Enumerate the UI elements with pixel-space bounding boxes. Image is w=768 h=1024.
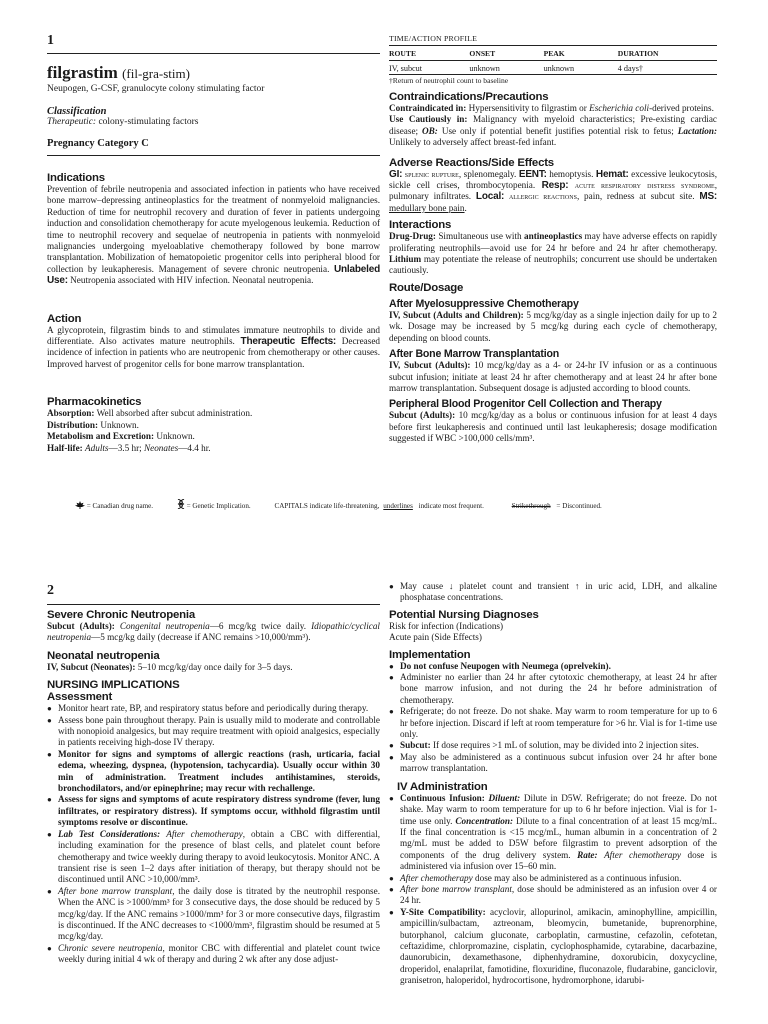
route-dosage-section	[389, 282, 717, 445]
canadian-legend: = Canadian drug name.	[86, 502, 154, 510]
local-critical: allergic reactions	[508, 191, 577, 202]
neonatal-section	[47, 650, 380, 673]
list-item: ● Refrigerate; do not freeze. Do not shake. May warm to room temperature for up to 6 hr before injection. Discard if left at room temperature for >6 hr. Vial is for 1-time use only.	[389, 706, 717, 740]
severe-neutropenia-section	[47, 609, 380, 644]
page1-right-column	[389, 0, 717, 445]
subcut-text: If dose requires >1 mL of solution, may be divided into 2 injection sites.	[432, 740, 699, 751]
lactation-text: Unlikely to adversely affect breast-fed infant.	[389, 137, 557, 148]
diagnosis-item: Risk for infection (Indications)	[389, 620, 504, 631]
distribution-line	[47, 420, 380, 431]
local-label: Local:	[475, 191, 505, 203]
eent-text: hemoptysis.	[549, 168, 594, 179]
y-site-text: acyclovir, allopurinol, amikacin, aminophylline, ampicillin, ampicillin/sulbactam, aztreonam, bleomycin, bumetanide, buprenorphine, butorphanol, calcium gluconate, carboplatin, carmustine, cefazolin, cefotetan, ceftazidime, chlorpromazine, cisplatin, cyclophosphamide, cytarabine, dacarbazine, daunorubicin, dexamethasone, diphenhydramine, doxorubicin, doxycycline, droperidol, enalaprilat, famotidine, floxuridine, fluconazole, fludarabine, ganciclovir, granisetron, haloperidol, hydrocortisone, hydromorphone, idarubi-	[400, 906, 717, 986]
halflife-neonates: Neonates	[143, 442, 179, 453]
list-item	[389, 873, 717, 884]
metabolism-label: Metabolism and Excretion:	[47, 431, 155, 442]
contraindicated-text-b: -derived proteins.	[649, 103, 714, 113]
page2-left-column	[47, 570, 380, 966]
therapeutic-value: colony-stimulating factors	[98, 117, 199, 127]
contraindicated-text	[389, 103, 717, 114]
nursing-implications-heading: NURSING IMPLICATIONS	[47, 679, 180, 692]
table-header-row	[389, 46, 717, 61]
table-cell: 4 days†	[618, 61, 717, 75]
absorption-label: Absorption:	[47, 408, 95, 419]
metabolism-value: Unknown.	[156, 431, 195, 442]
list-item	[389, 740, 717, 751]
condition-label: After bone marrow transplant	[400, 883, 512, 894]
discontinued-legend: = Discontinued.	[556, 502, 602, 510]
implementation-section	[389, 649, 717, 775]
caution-body: Malignancy with myeloid characteristics; Pre-existing cardiac disease;	[389, 114, 718, 136]
distribution-label: Distribution:	[47, 419, 99, 430]
ms-label: MS:	[699, 191, 718, 203]
dosage-label: IV, Subcut (Adults and Children):	[389, 309, 524, 320]
capitals-legend: CAPITALS indicate life-threatening,	[274, 502, 380, 510]
diluent-text: Dilute in D5W. Refrigerate; do not freeze. Do not shake. May warm to room temperature for up to 6 hr before injection. Vial is for 1-time use only.	[400, 792, 718, 826]
page2-right-column	[389, 581, 717, 987]
lab-test-label: Lab Test Considerations:	[58, 828, 161, 839]
pharmacokinetics-section	[47, 396, 380, 454]
neonatal-heading: Neonatal neutropenia	[47, 649, 160, 662]
interactions-text	[389, 231, 717, 277]
list-item	[47, 886, 380, 943]
drug-name: filgrastim	[47, 63, 118, 82]
diagnosis-item: Acute pain (Side Effects)	[389, 632, 482, 643]
condition-text: , dose should be administered as an infusion over 4 or 24 hr.	[400, 883, 717, 906]
column-header: PEAK	[544, 46, 618, 61]
gi-text: , splenomegaly.	[458, 168, 517, 179]
concentration-label: Concentration:	[455, 815, 514, 826]
list-item: ● Assess for signs and symptoms of acute respiratory distress syndrome (fever, lung infiltrates, or respiratory distress). If symptoms occur, withhold filgrastim until symptoms resolve or discontinue.	[47, 794, 380, 828]
indications-section	[47, 172, 380, 287]
caution-label: Use Cautiously in:	[389, 114, 468, 125]
action-heading: Action	[47, 312, 82, 325]
underlines-legend: underlines	[383, 502, 413, 510]
pregnancy-category: Pregnancy Category C	[47, 138, 149, 149]
classification-heading: Classification	[47, 106, 107, 117]
halflife-line	[47, 443, 380, 454]
column-header: ONSET	[469, 46, 543, 61]
dosage-text	[389, 360, 717, 394]
rate-text: dose is administered via infusion over 15–60 min.	[400, 849, 717, 872]
list-item: ● Monitor for signs and symptoms of allergic reactions (rash, urticaria, facial edema, wheezing, dyspnea, (hypotension, tachycardia). Usually occur within 30 min of administration. Treatment includes antihistamines, steroids, bronchodilators, and/or epinephrine; may recur with rechallenge.	[47, 749, 380, 795]
contraindications-section	[389, 91, 717, 149]
time-action-table	[389, 45, 717, 75]
severe-neutropenia-text	[47, 621, 380, 644]
halflife-adults: Adults	[85, 442, 109, 453]
page1-left-column	[47, 0, 380, 454]
resp-label: Resp:	[541, 180, 569, 192]
absorption-value: Well absorbed after subcut administration.	[96, 408, 253, 419]
action-section	[47, 313, 380, 371]
therapeutic-effects-text: Decreased incidence of infection in patients who are neutropenic from chemotherapy or other causes. Improved harvest of progenitor cells for bone marrow transplantation.	[47, 336, 381, 369]
diluent-label: Diluent:	[488, 792, 521, 803]
neonatal-body: 5–10 mcg/kg/day once daily for 3–5 days.	[137, 661, 293, 672]
table-cell: unknown	[469, 61, 543, 75]
rate-label: Rate:	[577, 849, 598, 860]
table-row	[389, 61, 717, 75]
nursing-diagnoses-section	[389, 609, 717, 644]
iv-administration-heading: IV Administration	[397, 780, 488, 793]
symbol-legend	[75, 499, 755, 510]
implementation-heading: Implementation	[389, 648, 471, 661]
indications-text	[47, 184, 380, 287]
ob-text: Use only if potential benefit justifies potential risk to fetus;	[441, 125, 674, 136]
severe-neutropenia-heading: Severe Chronic Neutropenia	[47, 609, 195, 621]
list-item: ● Do not confuse Neupogen with Neumega (oprelvekin).	[389, 661, 717, 672]
strikethrough-legend: Strikethrough	[511, 502, 551, 510]
ms-text: medullary bone pain	[389, 202, 465, 213]
distribution-value: Unknown.	[100, 419, 139, 430]
contraindications-heading: Contraindications/Precautions	[389, 91, 549, 103]
metabolism-line	[47, 431, 380, 442]
maple-leaf-icon	[75, 501, 85, 509]
condition-label: After bone marrow transplant	[58, 885, 173, 896]
dosage-subheading: Peripheral Blood Progenitor Cell Collection and Therapy	[389, 398, 662, 411]
dosage-body: 5 mcg/kg/day as a single injection daily for up to 2 wk. Dosage may be increased by 5 mcg/kg during each cycle of chemotherapy, depending on blood counts.	[389, 309, 718, 343]
condition-text: , the daily dose is titrated by the neutrophil response. When the ANC is >1000/mm³ for 3 consecutive days, the dose should be reduced by 5 mcg/kg/day. If the ANC remains >1000/mm³ for 3 or more consecutive days, filgrastim is discontinued. If the ANC decreases to <1000/mm³, filgrastim should be resumed at 5 mcg/kg/day.	[58, 885, 380, 942]
table-cell: IV, subcut	[389, 61, 469, 75]
halflife-label: Half-life:	[47, 442, 83, 453]
divider	[47, 155, 380, 156]
condition-text: , monitor CBC with differential and platelet count twice weekly during initial 4 wk of therapy and during 2 wk after any dose adjust-	[58, 942, 380, 965]
hemat-label: Hemat:	[595, 168, 629, 180]
dosage-label: IV, Subcut (Neonates):	[47, 661, 136, 672]
list-item: ● Administer no earlier than 24 hr after cytotoxic chemotherapy, at least 24 hr after bone marrow infusion, and not during the 24 hr before administration of chemotherapy.	[389, 672, 717, 706]
interactions-text-b: may have adverse effects on rapidly proliferating neutrophils—avoid use for 24 hr before and 24 hr after chemotherapy.	[389, 231, 718, 253]
dna-icon	[177, 499, 185, 509]
dosage-label: IV, Subcut (Adults):	[389, 360, 471, 371]
list-item: ● Assess bone pain throughout therapy. Pain is usually mild to moderate and controllable with nonopioid analgesics, but may require treatment with opioid analgesics, especially in patients receiving high-dose IV therapy.	[47, 715, 380, 749]
halflife-neonates-value: —4.4 hr.	[178, 442, 211, 453]
concentration-text: Dilute to a final concentration of at least 15 mcg/mL. If the final concentration is <15 mcg/mL, human albumin in a concentration of 2 mg/mL must be added to D5W before filgrastim to prevent adsorption of the components of the drug delivery system.	[400, 815, 717, 860]
idiopathic-value: —5 mcg/kg daily (decrease if ANC remains >10,000/mm³).	[91, 632, 311, 643]
iv-administration-section	[389, 781, 717, 793]
resp-critical: acute respiratory distress syndrome	[574, 180, 715, 191]
y-site-label: Y-Site Compatibility:	[400, 906, 486, 917]
genetic-legend: = Genetic Implication.	[186, 502, 251, 510]
lactation-label: Lactation:	[677, 125, 718, 136]
dosage-subheading: After Myelosuppressive Chemotherapy	[389, 297, 579, 310]
divider	[47, 53, 380, 54]
contraindicated-organism: Escherichia coli	[589, 103, 650, 113]
page-number: 2	[47, 583, 54, 598]
dosage-subheading: After Bone Marrow Transplantation	[389, 348, 559, 361]
ob-label: OB:	[422, 125, 438, 136]
frequent-legend: indicate most frequent.	[418, 502, 484, 510]
divider	[47, 604, 380, 605]
list-item	[47, 943, 380, 966]
indications-body: Prevention of febrile neutropenia and associated infection in patients who have received bone marrow–depressing antineoplastics for the treatment of nonmyeloid malignancies. Reduction of time for neutrophil recovery and duration of fever in patients undergoing induction and consolidation chemotherapy for acute myelogenous leukemia. Reduction of time to neutrophil recovery and sequelae of neutropenia in patients with nonmyeloid malignancies undergoing myeloablative chemotherapy followed by bone marrow transplantation. Mobilization of hematopoietic progenitor cells into peripheral blood for collection by leukapheresis. Management of severe chronic neutropenia.	[47, 184, 380, 274]
interactions-heading: Interactions	[389, 219, 452, 232]
time-action-title: TIME/ACTION PROFILE	[389, 34, 478, 43]
list-item: ● May also be administered as a continuous subcut infusion over 24 hr after bone marrow transplantation.	[389, 752, 717, 775]
lab-test-text: , obtain a CBC with differential, including examination for the presence of blast cells, and platelet count before chemotherapy and twice weekly during therapy to avoid leukocytosis. Monitor ANC. A transient rise is seen 1–2 days after initiation of therapy, but therapy should not be discontinued until ANC >10,000/mm³.	[58, 828, 380, 885]
caution-text	[389, 114, 717, 148]
adverse-reactions-heading: Adverse Reactions/Side Effects	[389, 156, 554, 169]
gi-critical: splenic rupture	[404, 168, 459, 179]
unlabeled-label: Unlabeled Use:	[47, 263, 380, 287]
column-header: DURATION	[618, 46, 717, 61]
resp-text: , pulmonary infiltrates.	[389, 180, 717, 202]
list-item	[389, 907, 717, 987]
interactions-text-c: may potentiate the release of neutrophils; concurrent use should be undertaken cautiously.	[389, 254, 718, 276]
adverse-reactions-section	[389, 157, 717, 215]
condition-text: dose may also be administered as a continuous infusion.	[475, 872, 682, 883]
congenital-value: —6 mcg/kg twice daily.	[209, 621, 307, 631]
subcut-label: Subcut:	[400, 740, 431, 751]
continuous-infusion-label: Continuous Infusion:	[400, 792, 485, 803]
list-item	[47, 829, 380, 886]
idiopathic-label: Idiopathic/cyclical neutropenia	[47, 621, 380, 643]
interactions-section	[389, 219, 717, 277]
list-item: ● May cause ↓ platelet count and transient ↑ in uric acid, LDH, and alkaline phosphatase concentrations.	[389, 581, 717, 604]
drug-title	[47, 63, 380, 83]
page-number: 1	[47, 33, 54, 48]
gi-label: GI:	[389, 168, 403, 180]
therapeutic-effects-label: Therapeutic Effects:	[240, 336, 337, 348]
rate-condition: After chemotherapy	[604, 849, 681, 860]
dosage-label: Subcut (Adults):	[47, 621, 115, 631]
lab-test-condition: After chemotherapy	[166, 828, 243, 839]
interactions-lithium: Lithium	[389, 254, 422, 265]
dosage-body: 10 mcg/kg/day as a bolus or continuous infusion for at least 4 days before first leukapheresis and continued until last leukapheresis; dosage modification suggested if WBC >100,000 cells/mm³.	[389, 410, 718, 444]
nursing-diagnoses-heading: Potential Nursing Diagnoses	[389, 608, 539, 621]
therapeutic-class	[47, 117, 380, 127]
action-body: A glycoprotein, filgrastim binds to and stimulates immature neutrophils to divide and differentiate. Also activates mature neutrophils.	[47, 324, 380, 347]
table-footnote: †Return of neutrophil count to baseline	[389, 76, 509, 85]
interactions-text-a: Simultaneous use with	[438, 231, 522, 242]
drug-monograph-page-2	[0, 570, 768, 1024]
drug-drug-label: Drug-Drug:	[389, 231, 436, 242]
absorption-line	[47, 408, 380, 419]
condition-label: After chemotherapy	[400, 872, 473, 883]
condition-label: Chronic severe neutropenia	[58, 942, 163, 953]
unlabeled-text: Neutropenia associated with HIV infection. Neonatal neutropenia.	[70, 275, 314, 286]
route-dosage-heading: Route/Dosage	[389, 281, 464, 294]
interactions-antineoplastics: antineoplastics	[523, 231, 583, 242]
congenital-label: Congenital neutropenia	[119, 621, 210, 631]
dosage-text	[389, 410, 717, 444]
action-text	[47, 325, 380, 371]
list-item	[389, 793, 717, 873]
assessment-heading: Assessment	[47, 691, 113, 704]
brand-names: Neupogen, G-CSF, granulocyte colony stimulating factor	[47, 84, 265, 94]
dosage-text	[389, 310, 717, 344]
indications-heading: Indications	[47, 172, 105, 184]
therapeutic-label: Therapeutic:	[47, 117, 97, 127]
list-item	[389, 884, 717, 907]
neonatal-text	[47, 662, 380, 673]
contraindicated-text-a: Hypersensitivity to filgrastim or	[468, 103, 587, 113]
hemat-text: excessive leukocytosis, sickle cell crises, thrombocytopenia.	[389, 168, 718, 191]
contraindicated-label: Contraindicated in:	[389, 103, 467, 113]
adverse-reactions-text: GI: splenic rupture, splenomegaly. EENT: hemoptysis. Hemat: excessive leukocytosis, sickle cell crises, thrombocytopenia. Resp: acute respiratory distress syndrome, pulmonary infiltrates. Local: allergic reactions, pain, redness at subcut site. MS: medullary bone pain.	[389, 168, 718, 213]
dosage-body: 10 mcg/kg/day as a 4- or 24-hr IV infusion or as a continuous subcut infusion; initiate at least 24 hr after chemotherapy and at least 24 hr after bone marrow transplantation. Subsequent dosage is adjusted according to blood counts.	[389, 360, 717, 393]
halflife-adults-value: —3.5 hr;	[108, 442, 142, 453]
table-cell: unknown	[544, 61, 618, 75]
local-text: , pain, redness at subcut site.	[576, 191, 695, 202]
column-header: ROUTE	[389, 46, 469, 61]
list-item: ● Monitor heart rate, BP, and respiratory status before and periodically during therapy.	[47, 703, 380, 714]
eent-label: EENT:	[518, 168, 547, 180]
drug-pronunciation: (fil-gra-stim)	[122, 66, 190, 81]
pharmacokinetics-heading: Pharmacokinetics	[47, 396, 142, 409]
dosage-label: Subcut (Adults):	[389, 410, 456, 421]
